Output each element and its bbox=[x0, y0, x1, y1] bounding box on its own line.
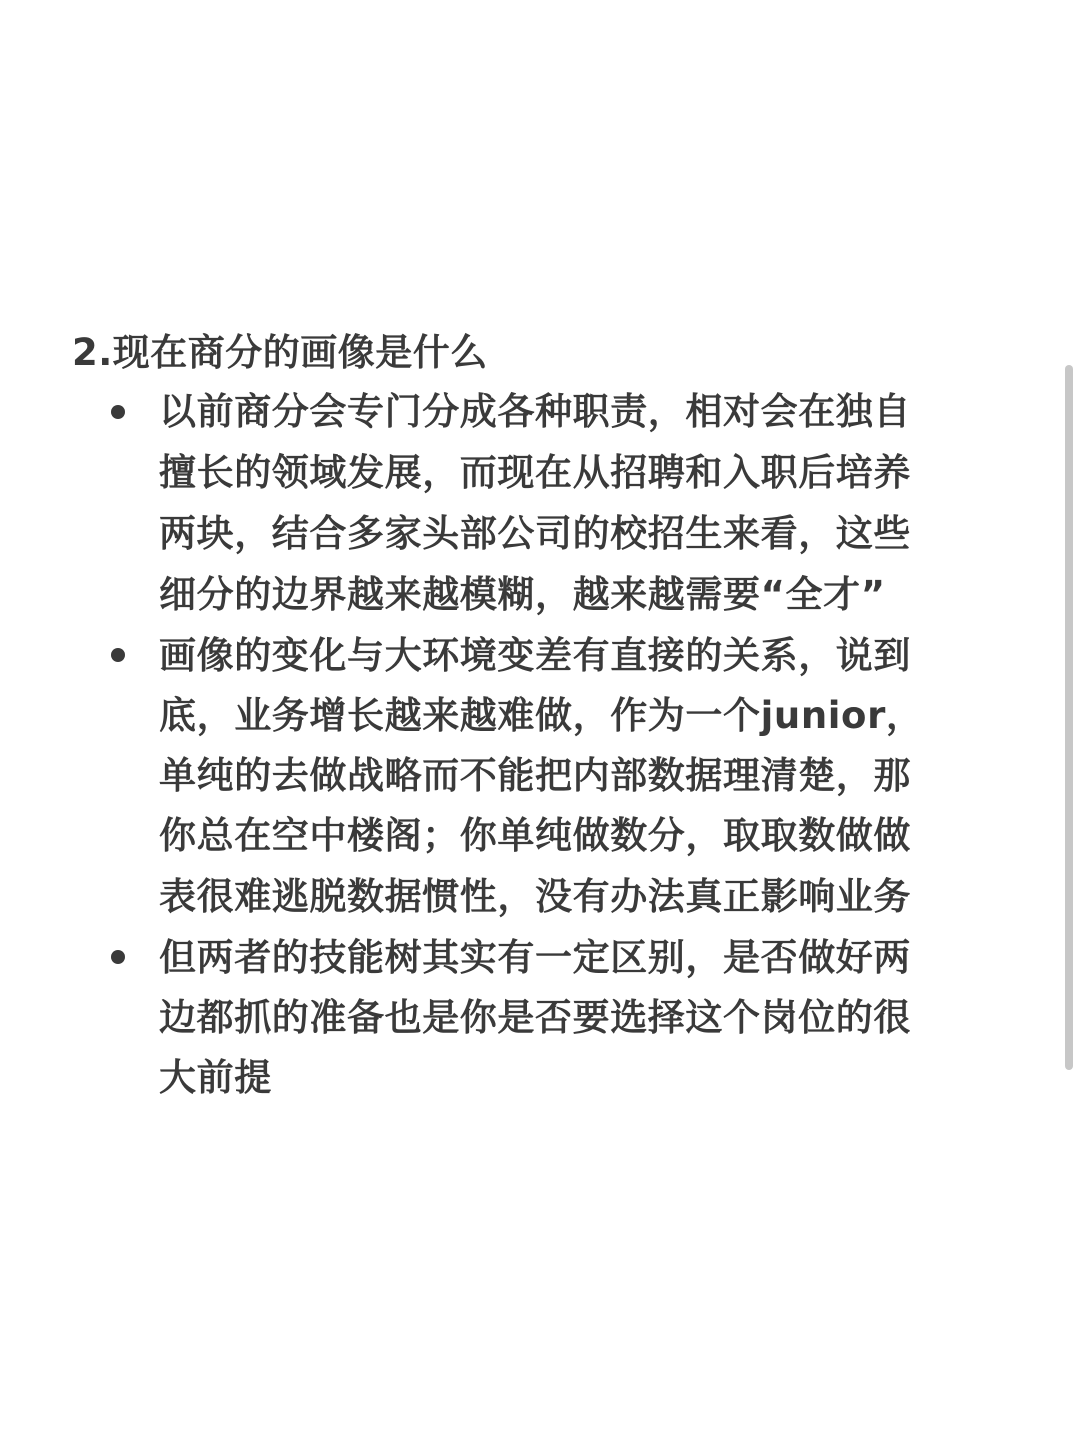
scrollbar[interactable] bbox=[1065, 365, 1073, 1070]
section-heading: 2.现在商分的画像是什么 bbox=[72, 331, 488, 374]
bullet-text-line: 单纯的去做战略而不能把内部数据理清楚，那 bbox=[159, 754, 911, 797]
bullet-text-line: 画像的变化与大环境变差有直接的关系，说到 bbox=[159, 634, 911, 677]
bullet-text-line: 但两者的技能树其实有一定区别，是否做好两 bbox=[159, 936, 911, 979]
bullet-dot-icon bbox=[111, 950, 125, 964]
bullet-text-line: 你总在空中楼阁；你单纯做数分，取取数做做 bbox=[159, 814, 911, 857]
bullet-dot-icon bbox=[111, 648, 125, 662]
bullet-text-line: 边都抓的准备也是你是否要选择这个岗位的很 bbox=[159, 996, 911, 1039]
bullet-text-line: 两块，结合多家头部公司的校招生来看，这些 bbox=[159, 512, 911, 555]
bullet-text-line: 表很难逃脱数据惯性，没有办法真正影响业务 bbox=[159, 875, 911, 918]
bullet-text-line: 擅长的领域发展，而现在从招聘和入职后培养 bbox=[159, 451, 911, 494]
bullet-text-line: 以前商分会专门分成各种职责，相对会在独自 bbox=[159, 390, 911, 433]
bullet-text-line: 底，业务增长越来越难做，作为一个junior， bbox=[159, 694, 924, 737]
bullet-text-line: 细分的边界越来越模糊，越来越需要“全才” bbox=[159, 573, 886, 616]
bullet-dot-icon bbox=[111, 405, 125, 419]
bullet-text-line: 大前提 bbox=[159, 1056, 272, 1099]
